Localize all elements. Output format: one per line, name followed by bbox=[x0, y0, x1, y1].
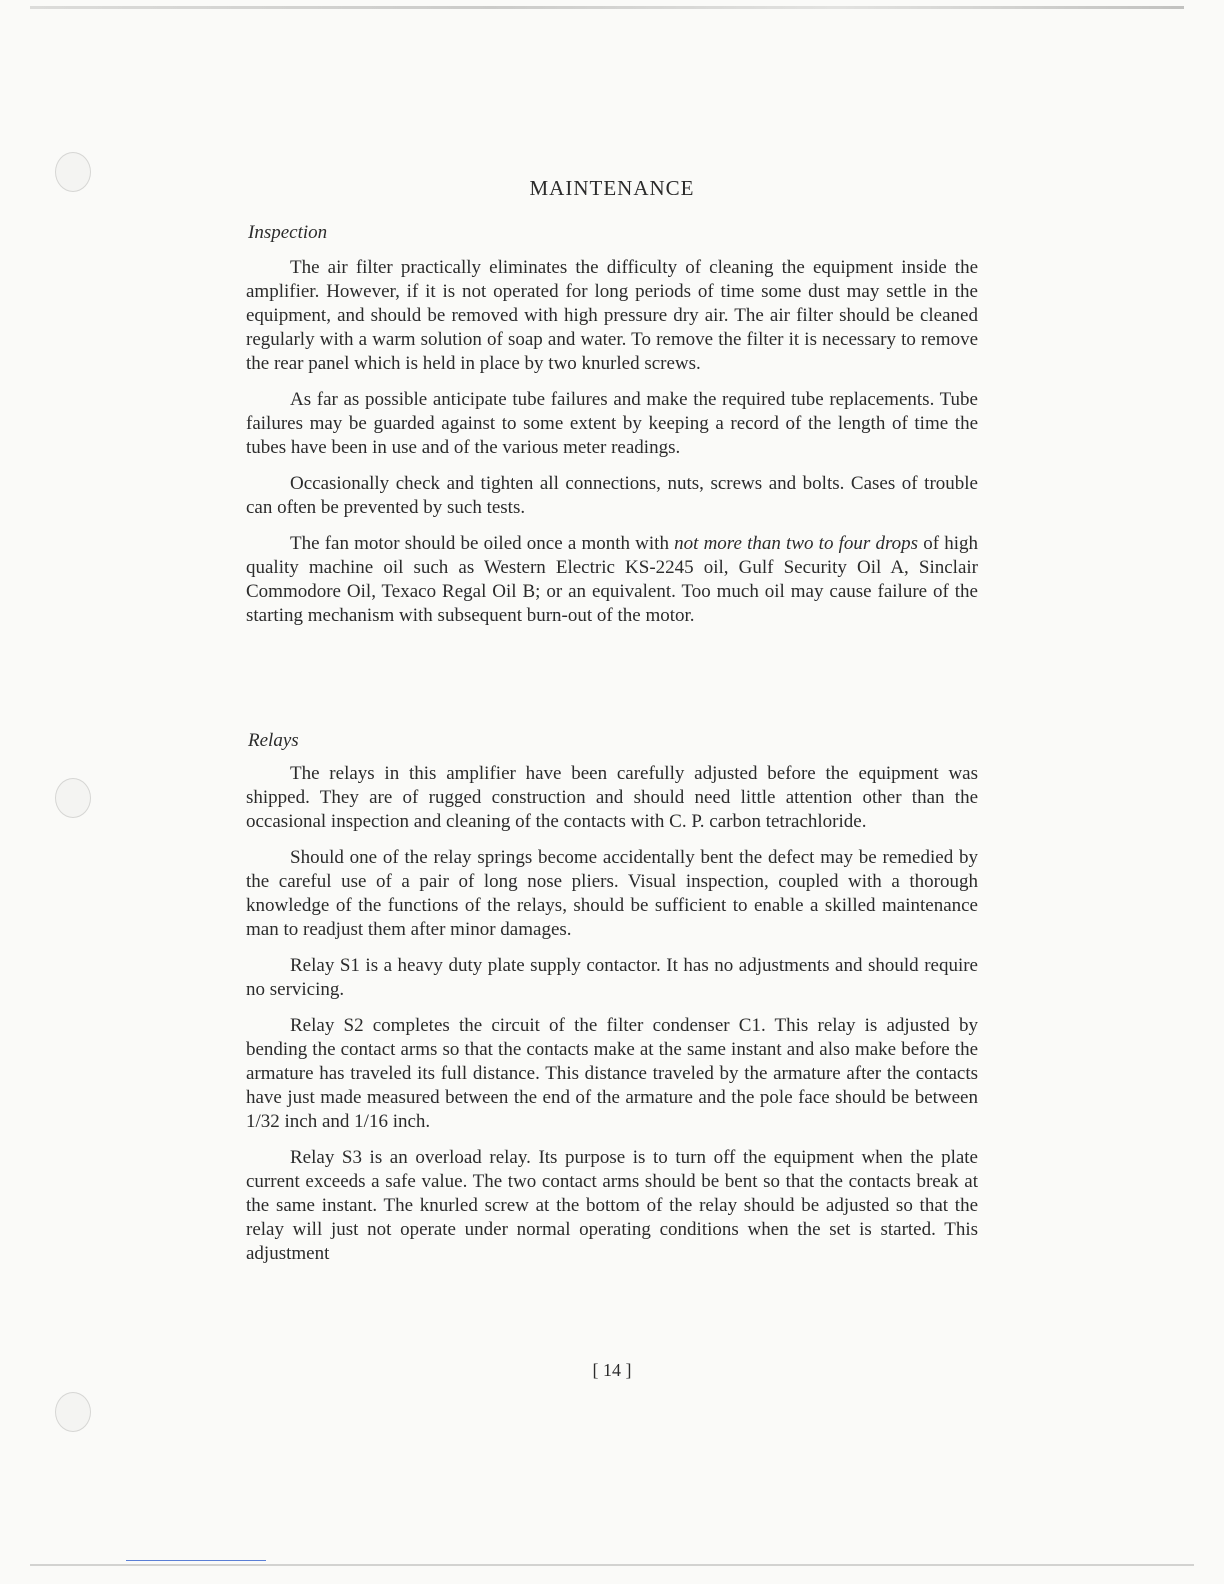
punch-hole-bottom bbox=[55, 1392, 91, 1432]
punch-hole-middle bbox=[55, 778, 91, 818]
text-run: The fan motor should be oiled once a month with bbox=[290, 533, 675, 554]
paragraph-fan-motor bbox=[246, 532, 978, 628]
inspection-body bbox=[246, 256, 978, 628]
paragraph: The air filter practically eliminates the difficulty of cleaning the equipment inside the amplifier. However, if it is not operated for long periods of time some dust may settle in the equipment, and should be removed with high pressure dry air. The air filter should be cleaned regularly with a warm solution of soap and water. To remove the filter it is necessary to remove the rear panel which is held in place by two knurled screws. bbox=[246, 257, 978, 374]
paragraph: The relays in this amplifier have been carefully adjusted before the equipment was shipped. They are of rugged construction and should need little attention other than the occasional inspection and cleaning of the contacts with C. P. carbon tetrachloride. bbox=[246, 763, 978, 832]
emphasis-text: not more than two to four drops bbox=[674, 533, 919, 554]
section-heading-relays: Relays bbox=[248, 730, 299, 751]
text-run: of high quality machine oil such as Western Electric KS-2245 oil, Gulf Security Oil A, Sinclair Commodore Oil, Texaco Regal Oil B; or an equivalent. Too much oil may cause failure of the starting mechanism with subsequent burn-out of the motor. bbox=[246, 533, 979, 626]
scan-bottom-edge bbox=[30, 1564, 1194, 1566]
relays-body bbox=[246, 762, 978, 1266]
paragraph: As far as possible anticipate tube failures and make the required tube replacements. Tube failures may be guarded against to some extent by keeping a record of the length of time the tubes have been in use and of the various meter readings. bbox=[246, 389, 978, 458]
page-title: MAINTENANCE bbox=[529, 176, 695, 200]
paragraph: Relay S3 is an overload relay. Its purpose is to turn off the equipment when the plate current exceeds a safe value. The two contact arms should be bent so that the contacts break at the same instant. The knurled screw at the bottom of the relay should be adjusted so that the relay will just not operate under normal operating conditions when the set is started. This adjustment bbox=[246, 1147, 978, 1264]
section-heading-inspection: Inspection bbox=[248, 222, 328, 243]
paragraph: Relay S2 completes the circuit of the filter condenser C1. This relay is adjusted by bending the contact arms so that the contacts make at the same instant and also make before the armature has traveled its full distance. This distance traveled by the armature after the contacts have just made measured between the end of the armature and the pole face should be between 1/32 inch and 1/16 inch. bbox=[246, 1015, 978, 1132]
paragraph: Occasionally check and tighten all connections, nuts, screws and bolts. Cases of trouble can often be prevented by such tests. bbox=[246, 473, 978, 518]
paragraph: Should one of the relay springs become accidentally bent the defect may be remedied by the careful use of a pair of long nose pliers. Visual inspection, coupled with a thorough knowledge of the functions of the relays, should be sufficient to enable a skilled maintenance man to readjust them after minor damages. bbox=[246, 847, 978, 940]
page-number: [ 14 ] bbox=[592, 1360, 632, 1380]
scan-blue-mark bbox=[126, 1560, 266, 1561]
paragraph: Relay S1 is a heavy duty plate supply contactor. It has no adjustments and should require no servicing. bbox=[246, 955, 978, 1000]
scan-top-edge bbox=[30, 6, 1184, 9]
